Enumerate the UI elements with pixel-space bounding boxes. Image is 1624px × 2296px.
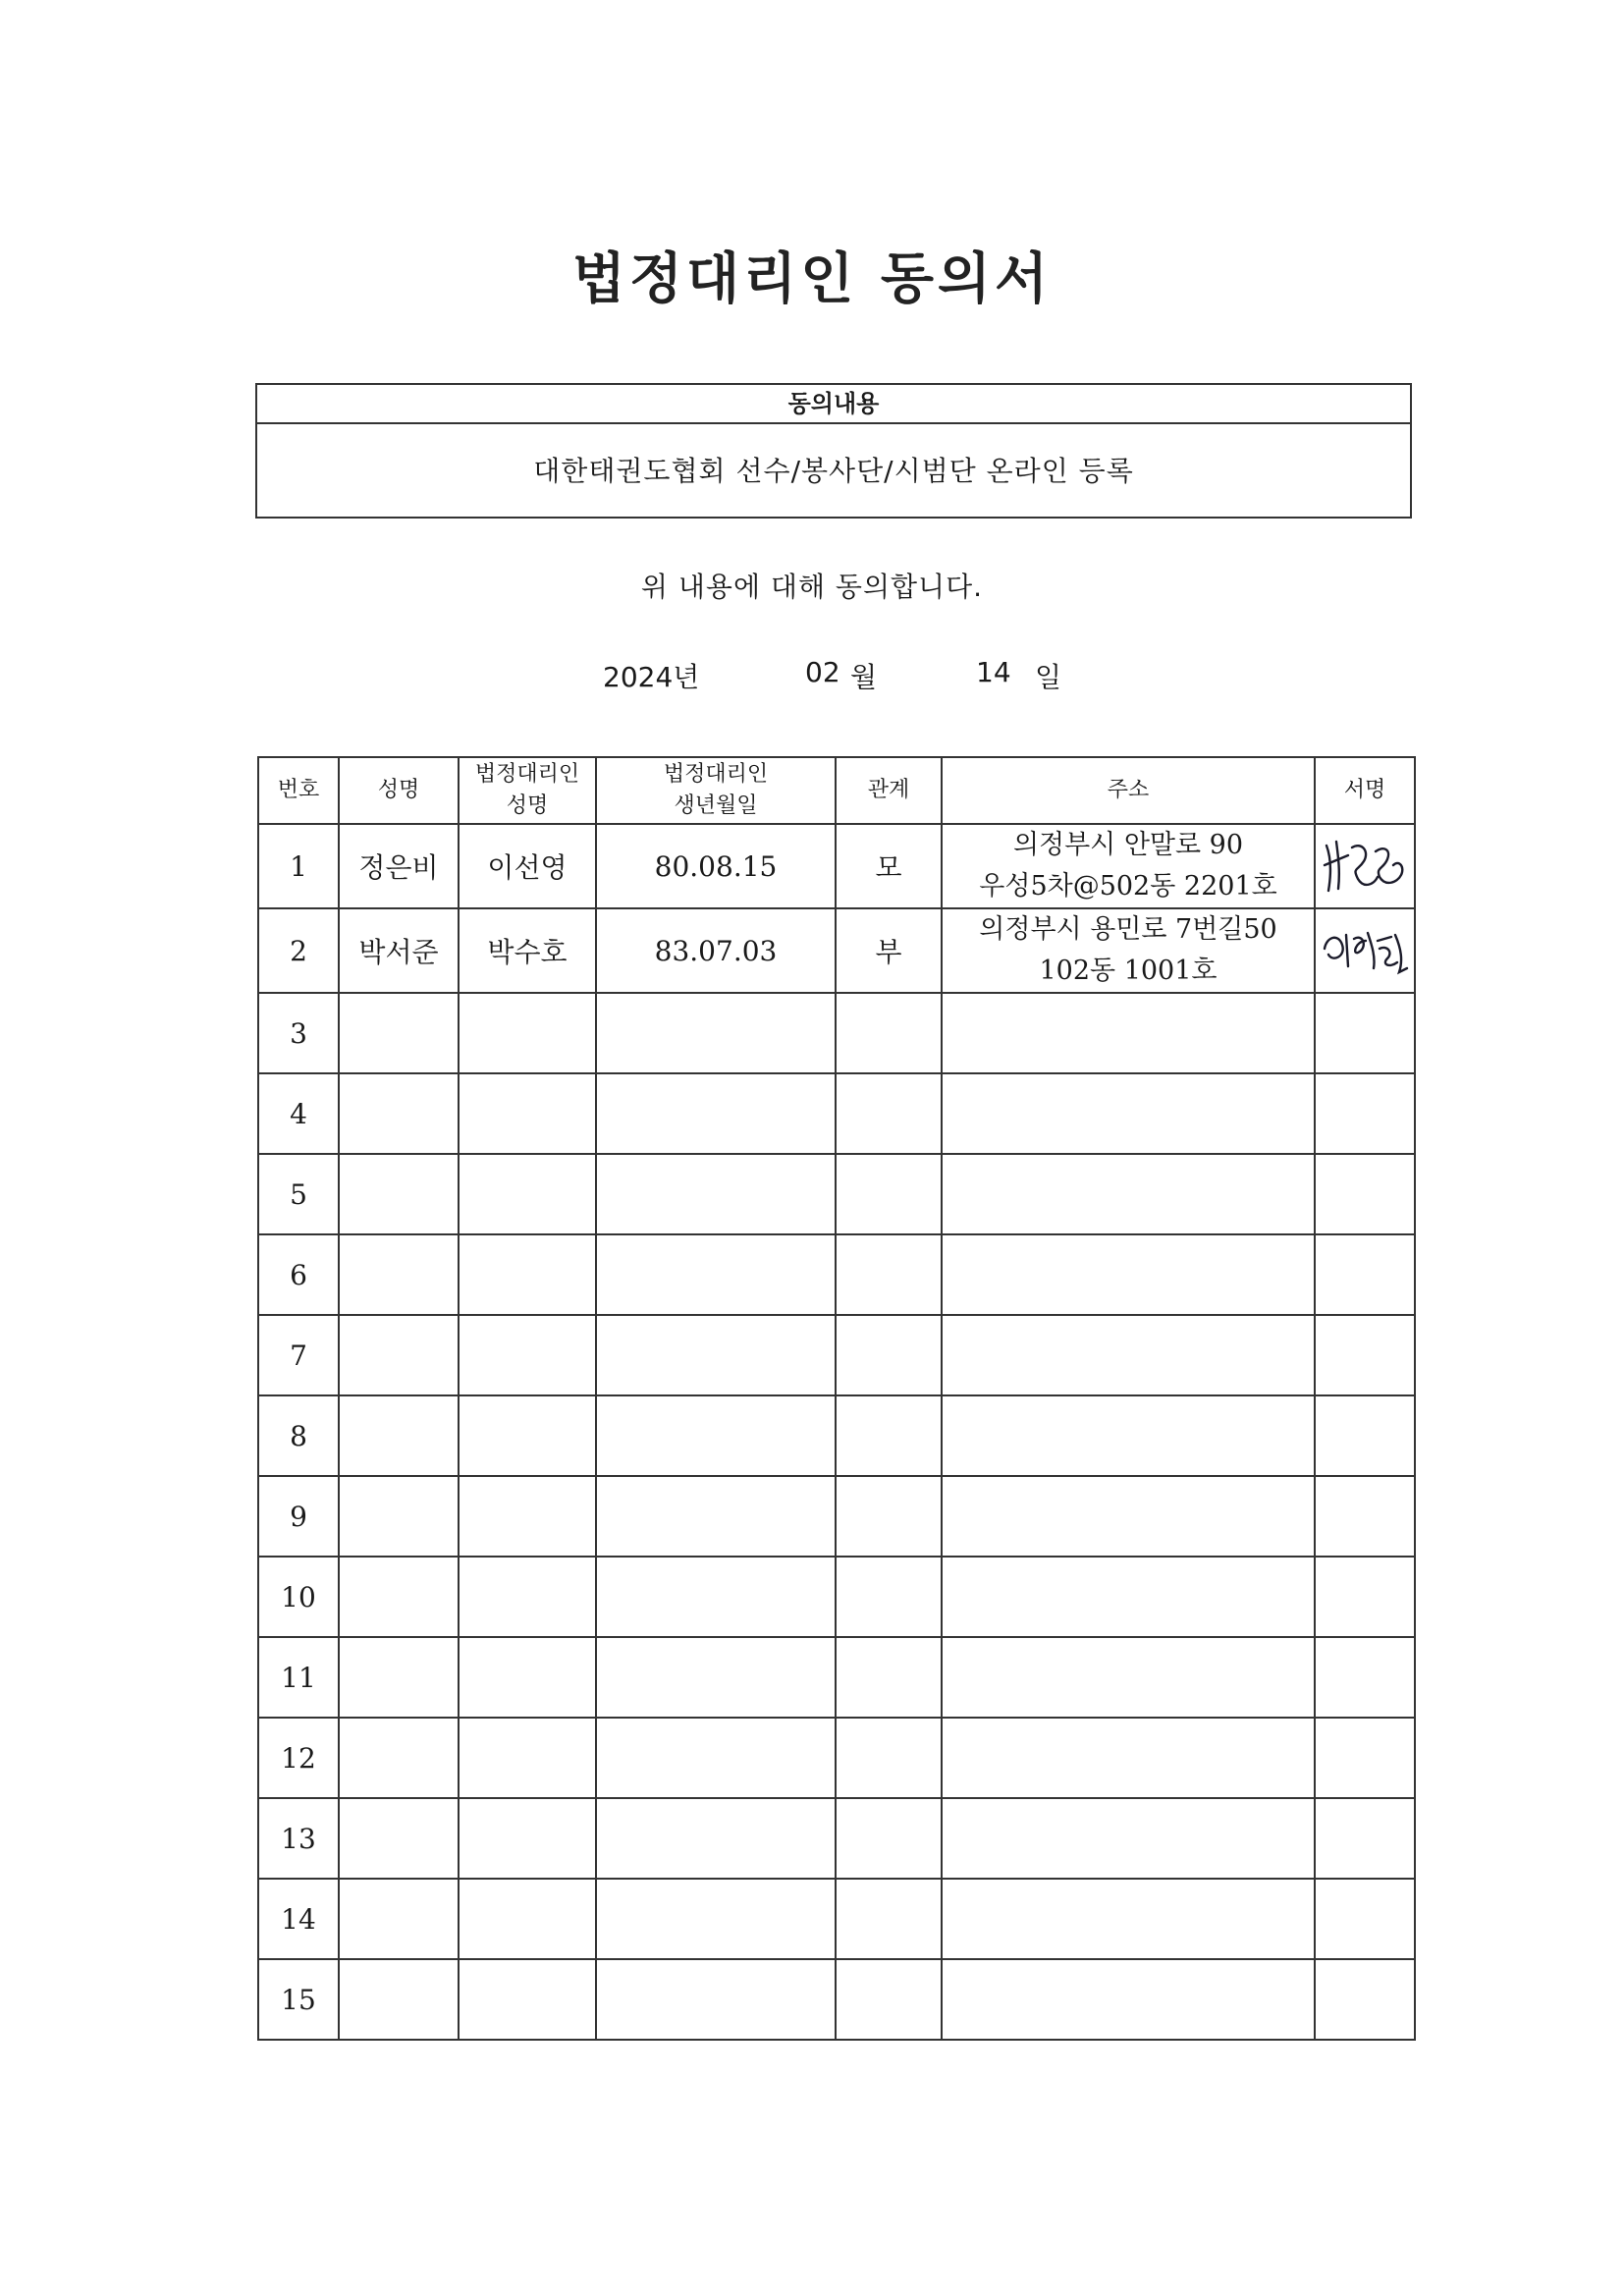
row-name — [339, 1234, 459, 1315]
row-signature — [1315, 993, 1415, 1073]
row-guardian-name — [459, 1959, 596, 2040]
table-row — [258, 1557, 1415, 1637]
header-no: 번호 — [258, 757, 339, 824]
row-guardian-name: 박수호 — [459, 908, 596, 993]
row-guardian-birth — [596, 1395, 836, 1476]
row-no: 11 — [258, 1637, 339, 1718]
row-guardian-name — [459, 1798, 596, 1879]
row-name — [339, 993, 459, 1073]
row-signature — [1315, 1154, 1415, 1234]
row-address-line1: 의정부시 용민로 7번길50 — [979, 914, 1277, 945]
row-signature — [1315, 1073, 1415, 1154]
row-no: 4 — [258, 1073, 339, 1154]
row-relation — [836, 1395, 942, 1476]
row-guardian-birth — [596, 1234, 836, 1315]
row-relation — [836, 993, 942, 1073]
row-address — [942, 1557, 1315, 1637]
table-row — [258, 1637, 1415, 1718]
row-guardian-birth — [596, 993, 836, 1073]
row-no: 9 — [258, 1476, 339, 1557]
row-relation — [836, 1476, 942, 1557]
guardian-table — [257, 756, 1416, 2041]
row-no: 5 — [258, 1154, 339, 1234]
row-relation — [836, 1718, 942, 1798]
row-guardian-birth — [596, 1718, 836, 1798]
table-row — [258, 1476, 1415, 1557]
row-guardian-name — [459, 993, 596, 1073]
row-guardian-birth — [596, 1798, 836, 1879]
header-guardian-birth-line1: 법정대리인 — [663, 762, 769, 787]
row-signature — [1315, 1557, 1415, 1637]
row-relation — [836, 1557, 942, 1637]
date-year: 2024년 — [603, 661, 700, 693]
row-relation — [836, 1073, 942, 1154]
row-no: 14 — [258, 1879, 339, 1959]
row-address-line2: 102동 1001호 — [1039, 956, 1218, 986]
consent-box — [255, 383, 1412, 519]
row-guardian-birth: 80.08.15 — [596, 824, 836, 908]
table-row — [258, 1073, 1415, 1154]
row-name — [339, 1557, 459, 1637]
row-no: 8 — [258, 1395, 339, 1476]
row-name — [339, 1879, 459, 1959]
row-no: 6 — [258, 1234, 339, 1315]
row-signature — [1315, 1234, 1415, 1315]
table-row — [258, 1395, 1415, 1476]
row-address-line2: 우성5차@502동 2201호 — [979, 871, 1277, 902]
row-relation — [836, 1234, 942, 1315]
consent-body: 대한태권도협회 선수/봉사단/시범단 온라인 등록 — [533, 455, 1134, 487]
row-no: 12 — [258, 1718, 339, 1798]
row-address — [942, 1395, 1315, 1476]
row-signature — [1315, 1959, 1415, 2040]
row-no: 10 — [258, 1557, 339, 1637]
row-signature — [1315, 1476, 1415, 1557]
row-name — [339, 1476, 459, 1557]
row-no: 1 — [258, 824, 339, 908]
document-title: 법정대리인 동의서 — [571, 246, 1053, 311]
row-guardian-name — [459, 1718, 596, 1798]
row-guardian-name — [459, 1234, 596, 1315]
table-row — [258, 1154, 1415, 1234]
header-guardian-name — [459, 757, 596, 824]
row-guardian-name — [459, 1154, 596, 1234]
row-relation: 부 — [836, 908, 942, 993]
row-address — [942, 1154, 1315, 1234]
row-name — [339, 1073, 459, 1154]
agree-statement: 위 내용에 대해 동의합니다. — [640, 571, 984, 603]
row-no: 3 — [258, 993, 339, 1073]
row-address — [942, 824, 1315, 908]
row-address — [942, 1879, 1315, 1959]
row-guardian-name — [459, 1073, 596, 1154]
row-guardian-birth — [596, 1637, 836, 1718]
row-relation — [836, 1879, 942, 1959]
row-address-line1: 의정부시 안말로 90 — [1012, 830, 1244, 860]
row-address — [942, 1073, 1315, 1154]
table-row — [258, 1315, 1415, 1395]
row-signature — [1315, 908, 1415, 993]
date-month-unit: 월 — [850, 661, 878, 693]
row-no: 7 — [258, 1315, 339, 1395]
header-guardian-name-line1: 법정대리인 — [474, 762, 580, 787]
header-signature: 서명 — [1315, 757, 1415, 824]
row-name — [339, 1798, 459, 1879]
row-signature — [1315, 1637, 1415, 1718]
row-relation — [836, 1154, 942, 1234]
row-address — [942, 993, 1315, 1073]
header-relation: 관계 — [836, 757, 942, 824]
row-address — [942, 1637, 1315, 1718]
table-row — [258, 1718, 1415, 1798]
row-no: 13 — [258, 1798, 339, 1879]
consent-header: 동의내용 — [257, 385, 1410, 424]
row-guardian-birth — [596, 1315, 836, 1395]
table-row — [258, 1798, 1415, 1879]
row-guardian-name — [459, 1315, 596, 1395]
row-name — [339, 1154, 459, 1234]
row-signature — [1315, 1395, 1415, 1476]
row-guardian-name — [459, 1395, 596, 1476]
row-address — [942, 1234, 1315, 1315]
row-signature — [1315, 1315, 1415, 1395]
row-address — [942, 1476, 1315, 1557]
row-name — [339, 1637, 459, 1718]
row-signature — [1315, 824, 1415, 908]
row-guardian-birth — [596, 1476, 836, 1557]
header-name: 성명 — [339, 757, 459, 824]
row-address — [942, 908, 1315, 993]
row-relation — [836, 1637, 942, 1718]
signature-scribble — [1319, 919, 1411, 982]
row-no: 2 — [258, 908, 339, 993]
row-relation — [836, 1315, 942, 1395]
row-name — [339, 1959, 459, 2040]
row-name — [339, 1395, 459, 1476]
row-guardian-birth — [596, 1154, 836, 1234]
row-address — [942, 1798, 1315, 1879]
row-signature — [1315, 1718, 1415, 1798]
date-month: 02 — [805, 656, 840, 688]
row-address — [942, 1718, 1315, 1798]
row-guardian-name — [459, 1637, 596, 1718]
table-row — [258, 1234, 1415, 1315]
signature-scribble — [1319, 832, 1411, 901]
row-name: 정은비 — [339, 824, 459, 908]
row-guardian-birth — [596, 1879, 836, 1959]
row-address — [942, 1959, 1315, 2040]
row-guardian-birth — [596, 1073, 836, 1154]
table-row — [258, 1959, 1415, 2040]
row-relation — [836, 1798, 942, 1879]
row-name: 박서준 — [339, 908, 459, 993]
date-day-unit: 일 — [1035, 661, 1062, 693]
row-relation — [836, 1959, 942, 2040]
row-guardian-name — [459, 1476, 596, 1557]
row-signature — [1315, 1879, 1415, 1959]
header-address: 주소 — [942, 757, 1315, 824]
row-name — [339, 1718, 459, 1798]
table-row — [258, 1879, 1415, 1959]
row-guardian-birth — [596, 1557, 836, 1637]
row-guardian-name: 이선영 — [459, 824, 596, 908]
row-signature — [1315, 1798, 1415, 1879]
header-guardian-birth-line2: 생년월일 — [674, 793, 758, 818]
row-no: 15 — [258, 1959, 339, 2040]
header-guardian-name-line2: 성명 — [506, 793, 549, 818]
table-row — [258, 908, 1415, 993]
row-name — [339, 1315, 459, 1395]
table-header-row — [258, 757, 1415, 824]
row-guardian-birth: 83.07.03 — [596, 908, 836, 993]
date-day: 14 — [976, 656, 1011, 688]
table-row — [258, 993, 1415, 1073]
row-guardian-name — [459, 1557, 596, 1637]
row-guardian-birth — [596, 1959, 836, 2040]
row-relation: 모 — [836, 824, 942, 908]
row-address — [942, 1315, 1315, 1395]
row-guardian-name — [459, 1879, 596, 1959]
table-row — [258, 824, 1415, 908]
header-guardian-birth — [596, 757, 836, 824]
